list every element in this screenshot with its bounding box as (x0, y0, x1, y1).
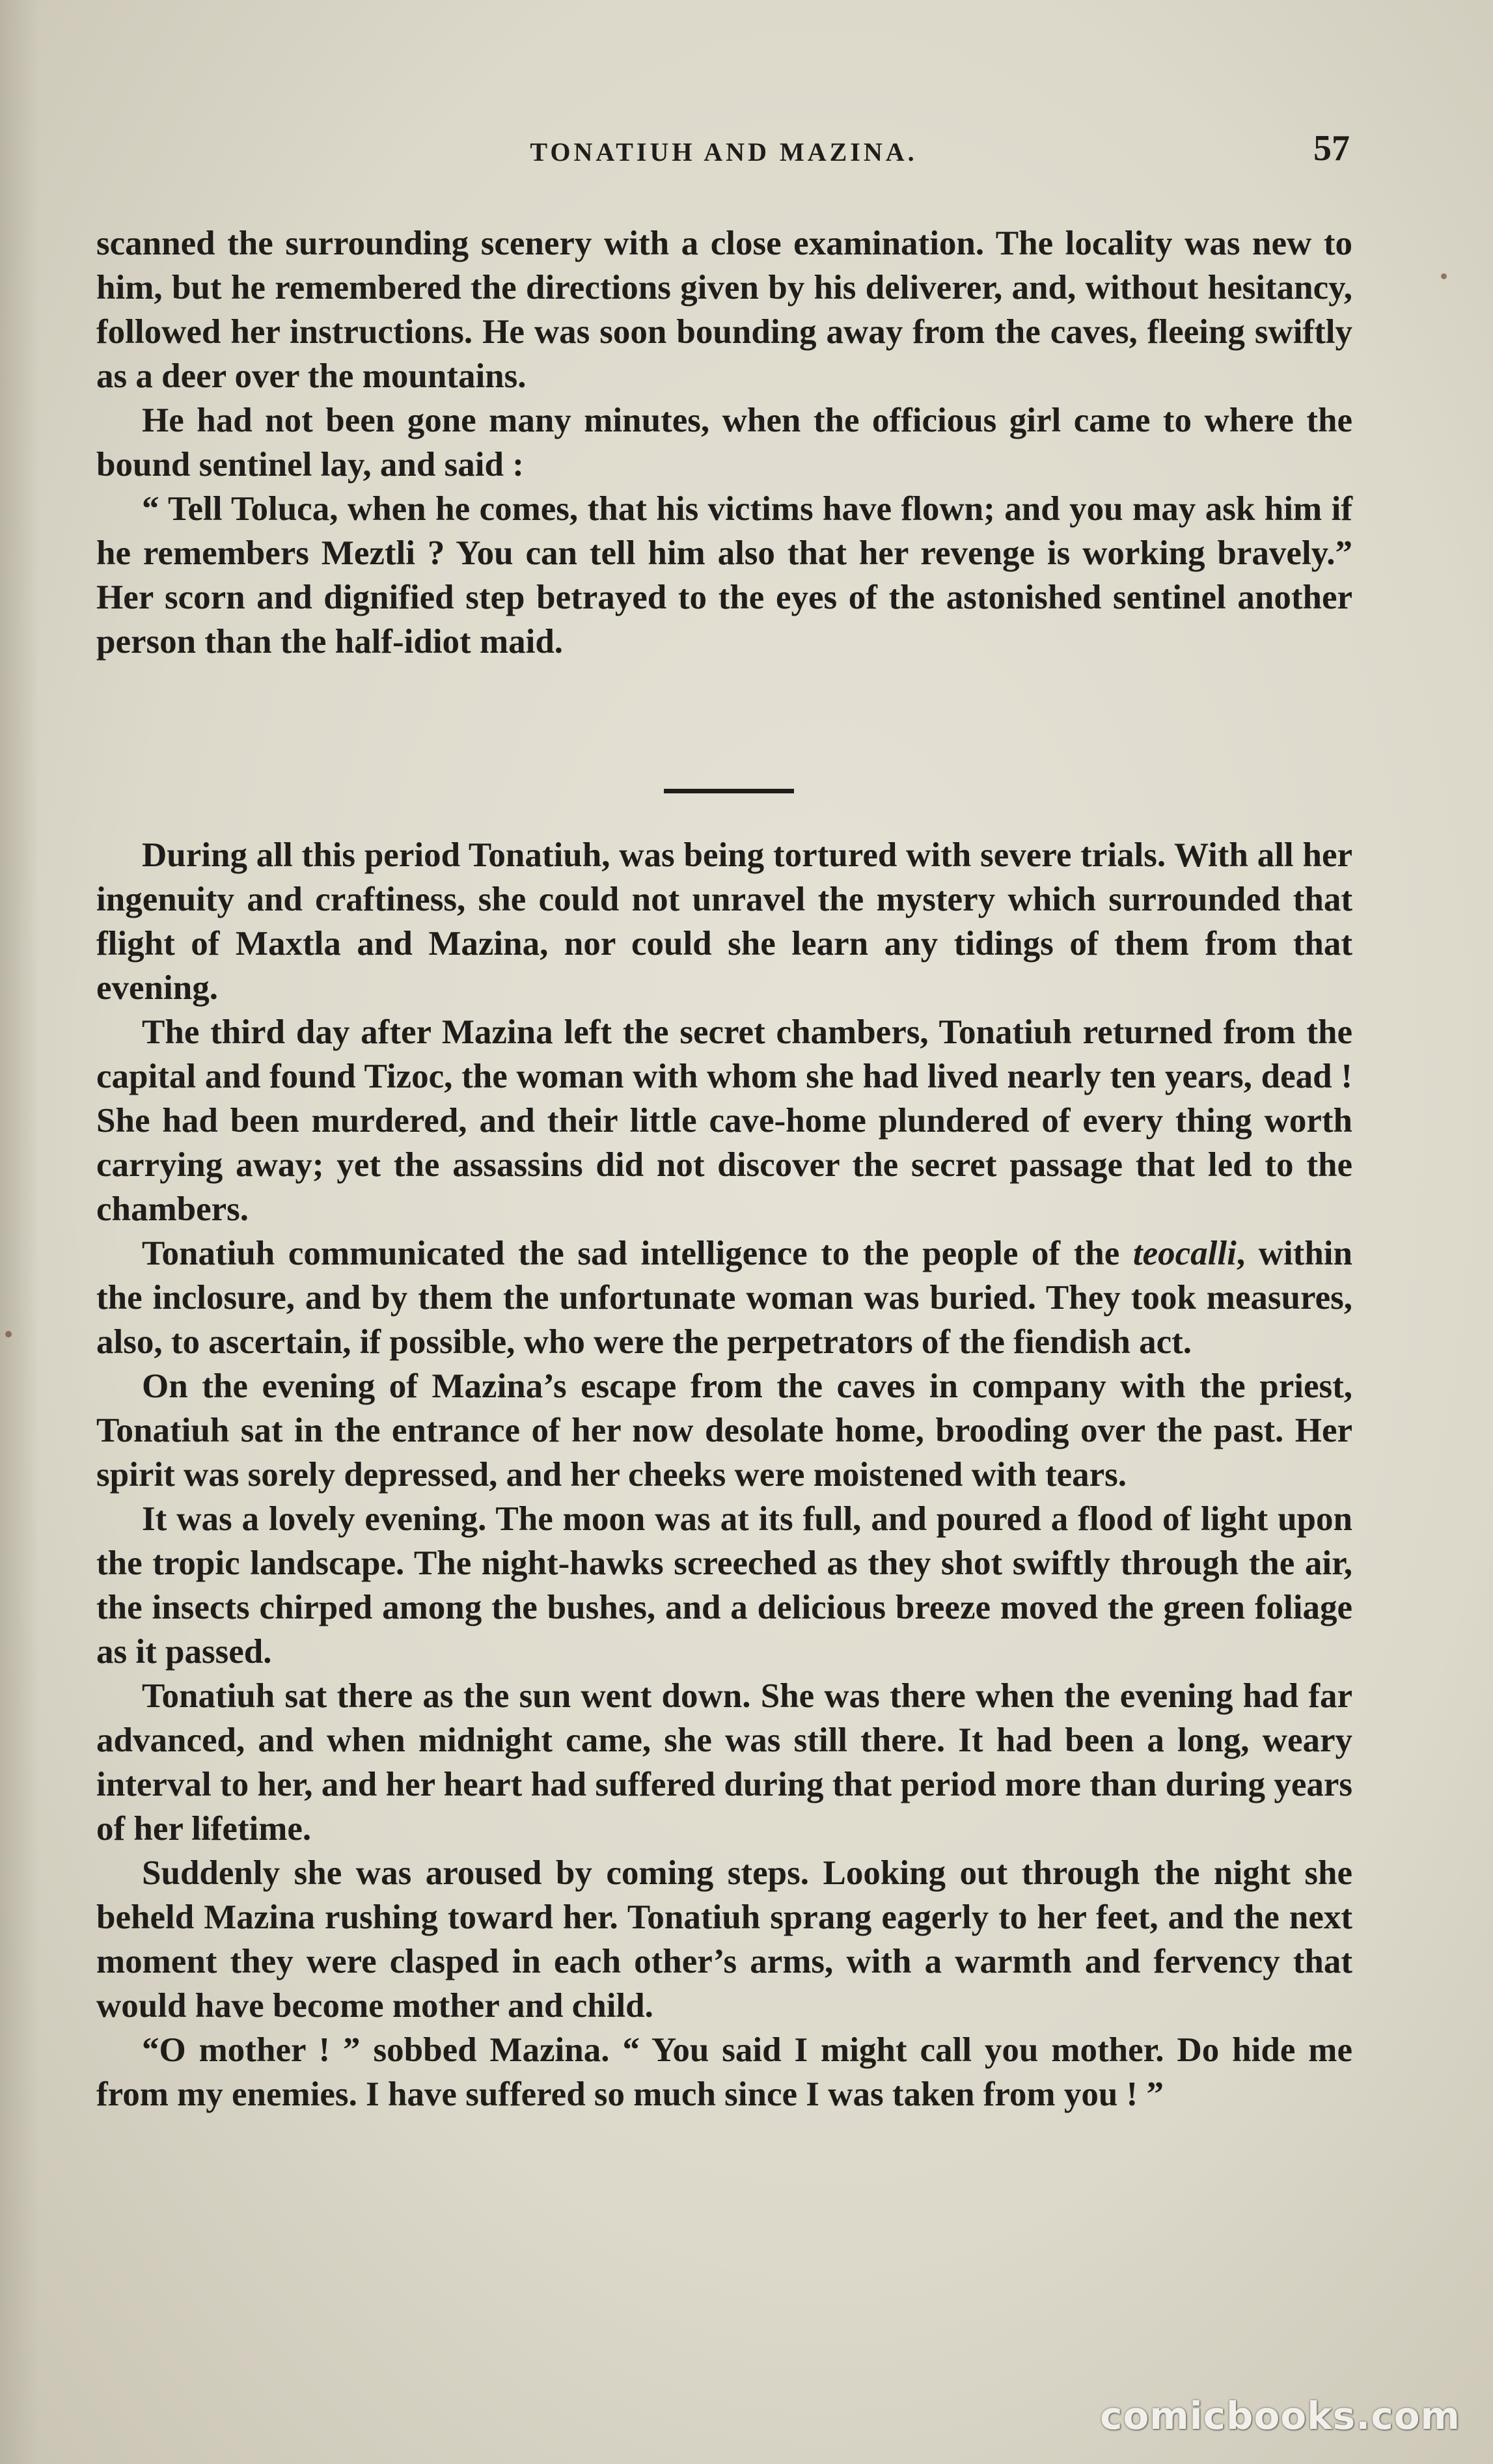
paragraph: Suddenly she was aroused by coming steps. Looking out through the night she beheld Mazina rushing toward her. Tonatiuh sprang eagerly to her feet, and the next moment they were clasped in each other’s arms, with a warmth and fervency that would have become mother and child. (96, 1854, 1352, 2025)
text-block-main (96, 833, 1352, 2116)
running-head (98, 130, 1350, 176)
paragraph (96, 1231, 1352, 1364)
section-divider (664, 789, 794, 793)
italic-word: teocalli (1132, 1235, 1237, 1272)
paragraph: The third day after Mazina left the secret chambers, Tonatiuh returned from the capital and found Tizoc, the woman with whom she had lived nearly ten years, dead ! She had been murdered, and their little cave-home plundered of every thing worth carrying away; yet the assassins did not discover the secret passage that led to the chambers. (96, 1013, 1352, 1228)
paragraph-text: Tonatiuh communicated the sad intelligence to the people of the (142, 1235, 1133, 1272)
text-block-top (96, 221, 1352, 664)
paragraph: It was a lovely evening. The moon was at its full, and poured a flood of light upon the tropic landscape. The night-hawks screeched as they shot swiftly through the air, the insects chirped among the bushes, and a delicious breeze moved the green foliage as it passed. (96, 1500, 1352, 1671)
paragraph: scanned the surrounding scenery with a close examination. The locality was new to him, but he remembered the directions given by his deliverer, and, without hesitancy, followed her instructions. He was soon bounding away from the caves, fleeing swiftly as a deer over the mountains. (96, 225, 1352, 395)
watermark: comicbooks.com (1100, 2394, 1460, 2438)
running-title: TONATIUH AND MAZINA. (530, 137, 918, 167)
ink-speck (1441, 273, 1447, 279)
paragraph: “ Tell Toluca, when he comes, that his victims have flown; and you may ask him if he remembers Meztli ? You can tell him also that her revenge is working bravely.” Her scorn and dignified step betrayed to the eyes of the astonished sentinel another person than the half-idiot maid. (96, 490, 1352, 661)
ink-speck (5, 1331, 12, 1337)
paragraph: He had not been gone many minutes, when the officious girl came to where the bound sentinel lay, and said : (96, 402, 1352, 484)
page-gutter-shadow (0, 0, 39, 2464)
paragraph: Tonatiuh sat there as the sun went down. She was there when the evening had far advanced, and when midnight came, she was still there. It had been a long, weary interval to her, and her heart had suffered during that period more than during years of her lifetime. (96, 1677, 1352, 1848)
paragraph-text: , within the inclosure, and by them the unfortunate woman was buried. They took measures, also, to ascertain, if possible, who were the perpetrators of the fiendish act. (96, 1235, 1352, 1361)
paragraph: “O mother ! ” sobbed Mazina. “ You said I might call you mother. Do hide me from my enemies. I have suffered so much since I was taken from you ! ” (96, 2031, 1352, 2113)
page-number: 57 (1313, 128, 1350, 169)
paragraph: During all this period Tonatiuh, was being tortured with severe trials. With all her ingenuity and craftiness, she could not unravel the mystery which surrounded that flight of Maxtla and Mazina, nor could she learn any tidings of them from that evening. (96, 836, 1352, 1007)
paragraph: On the evening of Mazina’s escape from the caves in company with the priest, Tonatiuh sat in the entrance of her now desolate home, brooding over the past. Her spirit was sorely depressed, and her cheeks were moistened with tears. (96, 1367, 1352, 1494)
